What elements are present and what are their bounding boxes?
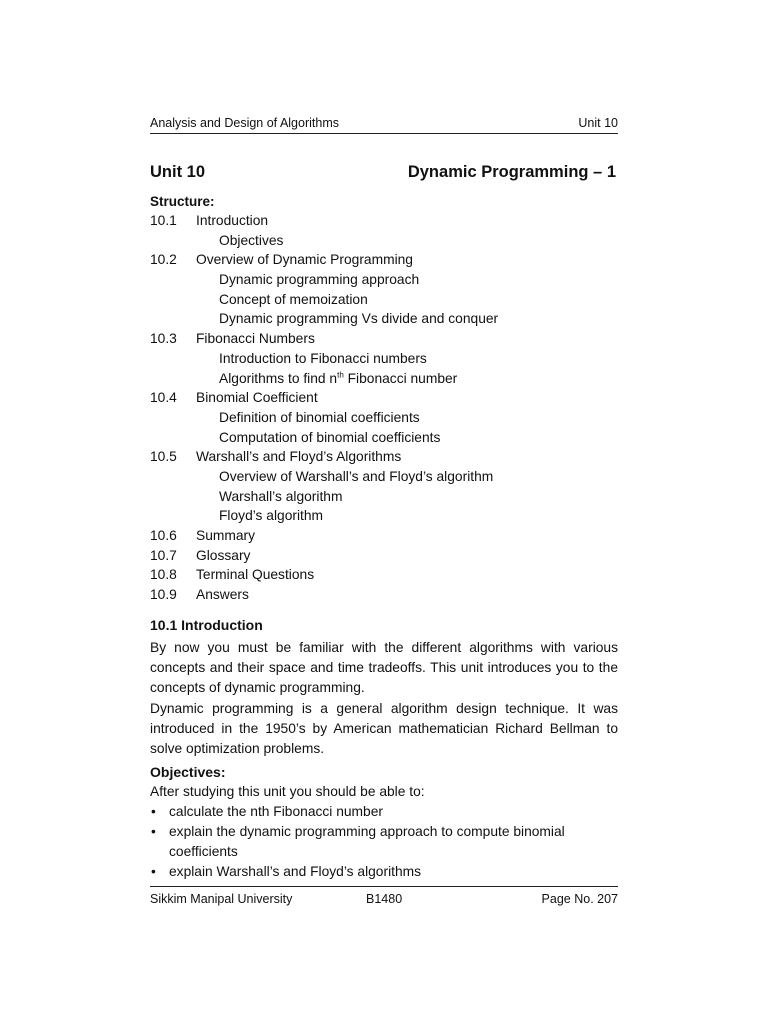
toc-subentry: [150, 231, 618, 251]
structure-heading: Structure:: [150, 194, 215, 209]
toc-entry-number: 10.7: [150, 547, 177, 563]
toc-entry-title: Glossary: [196, 547, 251, 563]
toc-subentry: [150, 467, 618, 487]
toc-subentry: [150, 369, 618, 389]
toc-entry-title: Introduction: [196, 213, 269, 228]
introduction-heading: 10.1 Introduction: [150, 617, 263, 633]
toc-subentry: [150, 408, 618, 428]
toc-subentry-title: Introduction to Fibonacci numbers: [219, 350, 427, 366]
toc-subentry: [150, 428, 618, 448]
toc-entry: [150, 565, 618, 585]
toc-subentry-text: Algorithms to find n: [219, 370, 338, 386]
unit-number: Unit 10: [150, 163, 206, 181]
toc-subentry-title: Objectives: [219, 232, 284, 248]
toc-entry-number: 10.8: [150, 567, 177, 583]
toc-entry-title: Binomial Coefficient: [196, 390, 318, 406]
objective-item: [150, 802, 618, 822]
paragraph-line: Dynamic programming is a general algorithm design technique. It was: [150, 701, 618, 716]
toc-entry-number: 10.5: [150, 449, 177, 465]
footer-page-number: Page No. 207: [541, 892, 618, 906]
toc-entry-number: 10.2: [150, 252, 177, 268]
intro-paragraph-1: [150, 638, 618, 698]
running-footer: [150, 892, 618, 906]
header-book-title: Analysis and Design of Algorithms: [150, 116, 339, 130]
toc-subentry-title: Concept of memoization: [219, 291, 368, 307]
toc-subentry: [150, 487, 618, 507]
intro-paragraph-2: [150, 699, 618, 759]
objective-text: explain the dynamic programming approach to compute binomial: [169, 824, 565, 839]
header-rule: [150, 133, 618, 134]
objective-text: explain Warshall’s and Floyd’s algorithms: [169, 864, 422, 879]
paragraph-line: introduced in the 1950’s by American mathematician Richard Bellman to: [150, 721, 618, 736]
page-title: [150, 163, 618, 182]
toc-entry: [150, 526, 618, 546]
toc-entry: [150, 211, 618, 231]
toc-entry: [150, 388, 618, 408]
toc-subentry: [150, 290, 618, 310]
paragraph-line: concepts of dynamic programming.: [150, 680, 365, 695]
objective-text: calculate the nth Fibonacci number: [169, 804, 383, 819]
toc-subentry-title: Computation of binomial coefficients: [219, 429, 441, 445]
objectives-list: [150, 802, 618, 882]
toc-subentry-title: [219, 369, 457, 389]
toc-entry-title: Overview of Dynamic Programming: [196, 252, 413, 268]
footer-rule: [150, 886, 618, 887]
toc-subentry-title: Definition of binomial coefficients: [219, 409, 420, 425]
toc-entry-number: 10.3: [150, 331, 177, 347]
objective-text: coefficients: [169, 844, 238, 859]
paragraph-line: concepts and their space and time tradeoffs. This unit introduces you to the: [150, 660, 618, 675]
toc-entry: [150, 329, 618, 349]
bullet-icon: •: [151, 804, 156, 819]
toc-subentry: [150, 506, 618, 526]
header-unit: Unit 10: [578, 116, 618, 130]
toc-subentry: [150, 309, 618, 329]
bullet-icon: •: [151, 864, 156, 879]
toc-subentry: [150, 349, 618, 369]
running-header: [150, 116, 618, 130]
toc-entry-title: Answers: [196, 587, 249, 603]
toc-entry-title: Summary: [196, 528, 256, 543]
toc-entry-title: Terminal Questions: [196, 567, 315, 583]
toc-entry: [150, 585, 618, 605]
paragraph-line: solve optimization problems.: [150, 741, 325, 756]
toc-subentry-title: Floyd’s algorithm: [219, 508, 324, 524]
bullet-icon: •: [151, 824, 156, 839]
footer-university: Sikkim Manipal University: [150, 892, 293, 906]
toc-subentry-title: Overview of Warshall’s and Floyd’s algorithm: [219, 468, 494, 484]
ordinal-superscript: th: [337, 369, 344, 379]
objective-item: [150, 862, 618, 882]
toc-entry-title: Fibonacci Numbers: [196, 331, 315, 347]
toc-entry-number: 10.9: [150, 587, 177, 603]
unit-name: Dynamic Programming – 1: [407, 163, 616, 181]
paragraph-line: By now you must be familiar with the different algorithms with various: [150, 640, 618, 655]
toc-entry-title: Warshall’s and Floyd’s Algorithms: [196, 449, 402, 465]
toc-subentry-text: Fibonacci number: [343, 370, 458, 386]
toc-subentry-title: Warshall’s algorithm: [219, 488, 343, 504]
objectives-lead: After studying this unit you should be able to:: [150, 784, 425, 799]
toc-entry-number: 10.4: [150, 390, 177, 406]
toc-subentry-title: Dynamic programming Vs divide and conquer: [219, 311, 499, 327]
toc-entry-number: 10.1: [150, 213, 177, 228]
toc-entry: [150, 250, 618, 270]
footer-code: B1480: [366, 892, 403, 906]
objective-item: [150, 822, 618, 862]
objectives-heading: Objectives:: [150, 764, 226, 780]
toc-entry-number: 10.6: [150, 528, 177, 543]
toc-subentry-title: Dynamic programming approach: [219, 272, 420, 288]
toc-entry: [150, 546, 618, 566]
toc-subentry: [150, 270, 618, 290]
table-of-contents: [150, 211, 618, 605]
toc-entry: [150, 447, 618, 467]
